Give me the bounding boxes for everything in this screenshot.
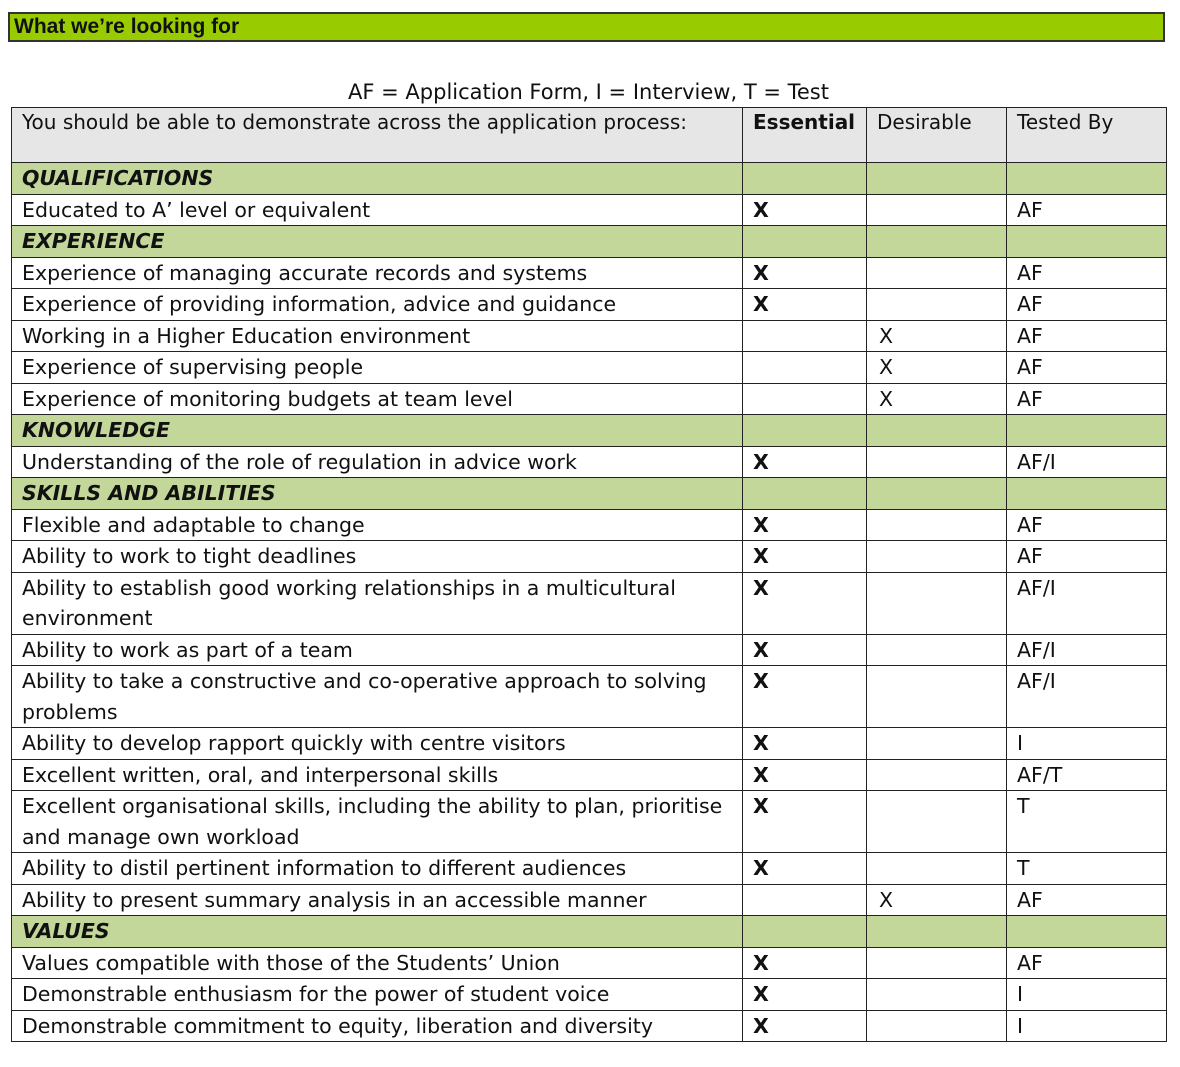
table-row [12,791,1167,853]
desirable-cell [867,509,1007,541]
section-empty-cell [867,163,1007,195]
table-row [12,541,1167,573]
criterion-cell: Ability to establish good working relationships in a multicultural environment [12,572,743,634]
table-row [12,446,1167,478]
table-body [12,108,1167,1042]
tested-by-cell: I [1007,1010,1167,1042]
section-row [12,916,1167,948]
criterion-cell: Ability to present summary analysis in an accessible manner [12,884,743,916]
section-empty-cell [867,478,1007,510]
criterion-cell: Flexible and adaptable to change [12,509,743,541]
section-title: QUALIFICATIONS [12,163,743,195]
essential-header: Essential [743,108,867,163]
section-title: EXPERIENCE [12,226,743,258]
desirable-cell: X [867,352,1007,384]
essential-cell: X [743,289,867,321]
tested-by-cell: AF/I [1007,634,1167,666]
person-specification-table [11,107,1167,1042]
tested-by-cell: AF [1007,289,1167,321]
criterion-cell: Ability to take a constructive and co-operative approach to solving problems [12,666,743,728]
section-row [12,478,1167,510]
essential-cell: X [743,194,867,226]
tested-by-cell: I [1007,979,1167,1011]
criterion-cell: Ability to develop rapport quickly with centre visitors [12,728,743,760]
header-row [12,108,1167,163]
desirable-cell [867,1010,1007,1042]
tested-by-cell: AF/T [1007,759,1167,791]
essential-cell: X [743,1010,867,1042]
table-row [12,947,1167,979]
table-row [12,320,1167,352]
tested-by-cell: AF [1007,257,1167,289]
section-empty-cell [743,478,867,510]
desirable-cell [867,634,1007,666]
section-title: KNOWLEDGE [12,415,743,447]
table-row [12,884,1167,916]
criterion-cell: Experience of managing accurate records and systems [12,257,743,289]
tested-by-cell: AF [1007,509,1167,541]
legend-caption: AF = Application Form, I = Interview, T = Test [348,80,829,104]
tested-by-cell: AF [1007,320,1167,352]
desirable-cell [867,572,1007,634]
desirable-cell [867,853,1007,885]
criterion-cell: Demonstrable commitment to equity, liberation and diversity [12,1010,743,1042]
criterion-cell: Values compatible with those of the Students’ Union [12,947,743,979]
section-row [12,226,1167,258]
desirable-cell [867,446,1007,478]
table-row [12,383,1167,415]
essential-cell [743,320,867,352]
table-row [12,289,1167,321]
essential-cell: X [743,791,867,853]
essential-cell: X [743,572,867,634]
criterion-cell: Experience of supervising people [12,352,743,384]
table-row [12,194,1167,226]
section-empty-cell [867,226,1007,258]
table-row [12,728,1167,760]
criterion-cell: Experience of monitoring budgets at team level [12,383,743,415]
tested-by-cell: AF [1007,383,1167,415]
desirable-cell [867,759,1007,791]
section-title: VALUES [12,916,743,948]
desirable-cell [867,289,1007,321]
table-row [12,509,1167,541]
tested-by-cell: AF/I [1007,572,1167,634]
desirable-cell [867,979,1007,1011]
table-row [12,572,1167,634]
criterion-cell: Experience of providing information, advice and guidance [12,289,743,321]
section-empty-cell [1007,478,1167,510]
essential-cell: X [743,446,867,478]
criterion-cell: Ability to distil pertinent information to different audiences [12,853,743,885]
section-empty-cell [1007,916,1167,948]
criterion-cell: Working in a Higher Education environment [12,320,743,352]
criterion-cell: Understanding of the role of regulation in advice work [12,446,743,478]
essential-cell [743,352,867,384]
section-empty-cell [743,415,867,447]
tested-by-cell: AF/I [1007,666,1167,728]
section-empty-cell [1007,415,1167,447]
criteria-header: You should be able to demonstrate across the application process: [12,108,743,163]
criterion-cell: Ability to work to tight deadlines [12,541,743,573]
tested-by-cell: I [1007,728,1167,760]
section-banner [8,12,1165,42]
essential-cell: X [743,947,867,979]
section-empty-cell [743,226,867,258]
tested-by-cell: AF [1007,541,1167,573]
essential-cell: X [743,666,867,728]
criterion-cell: Excellent organisational skills, including the ability to plan, prioritise and manage own workload [12,791,743,853]
table-row [12,634,1167,666]
desirable-cell [867,728,1007,760]
essential-cell: X [743,634,867,666]
essential-cell [743,383,867,415]
desirable-cell [867,194,1007,226]
table-row [12,979,1167,1011]
table-row [12,666,1167,728]
desirable-cell [867,257,1007,289]
criterion-cell: Excellent written, oral, and interpersonal skills [12,759,743,791]
desirable-cell: X [867,320,1007,352]
desirable-header: Desirable [867,108,1007,163]
section-empty-cell [867,916,1007,948]
table-row [12,759,1167,791]
essential-cell: X [743,541,867,573]
essential-cell: X [743,728,867,760]
section-row [12,163,1167,195]
tested-by-cell: AF [1007,194,1167,226]
table-row [12,257,1167,289]
essential-cell: X [743,509,867,541]
section-title: SKILLS AND ABILITIES [12,478,743,510]
desirable-cell [867,666,1007,728]
banner-title: What we’re looking for [14,15,240,38]
tested-by-cell: AF [1007,947,1167,979]
desirable-cell: X [867,383,1007,415]
criterion-cell: Demonstrable enthusiasm for the power of student voice [12,979,743,1011]
desirable-cell: X [867,884,1007,916]
table-row [12,853,1167,885]
tested-by-cell: AF/I [1007,446,1167,478]
criterion-cell: Educated to A’ level or equivalent [12,194,743,226]
essential-cell: X [743,257,867,289]
desirable-cell [867,947,1007,979]
desirable-cell [867,541,1007,573]
tested-by-cell: T [1007,853,1167,885]
section-empty-cell [743,163,867,195]
table-row [12,1010,1167,1042]
table-row [12,352,1167,384]
section-empty-cell [867,415,1007,447]
section-row [12,415,1167,447]
tested-by-cell: T [1007,791,1167,853]
essential-cell [743,884,867,916]
section-empty-cell [1007,226,1167,258]
section-empty-cell [1007,163,1167,195]
tested-by-cell: AF [1007,884,1167,916]
essential-cell: X [743,853,867,885]
essential-cell: X [743,759,867,791]
criterion-cell: Ability to work as part of a team [12,634,743,666]
tested-by-header: Tested By [1007,108,1167,163]
desirable-cell [867,791,1007,853]
tested-by-cell: AF [1007,352,1167,384]
section-empty-cell [743,916,867,948]
essential-cell: X [743,979,867,1011]
